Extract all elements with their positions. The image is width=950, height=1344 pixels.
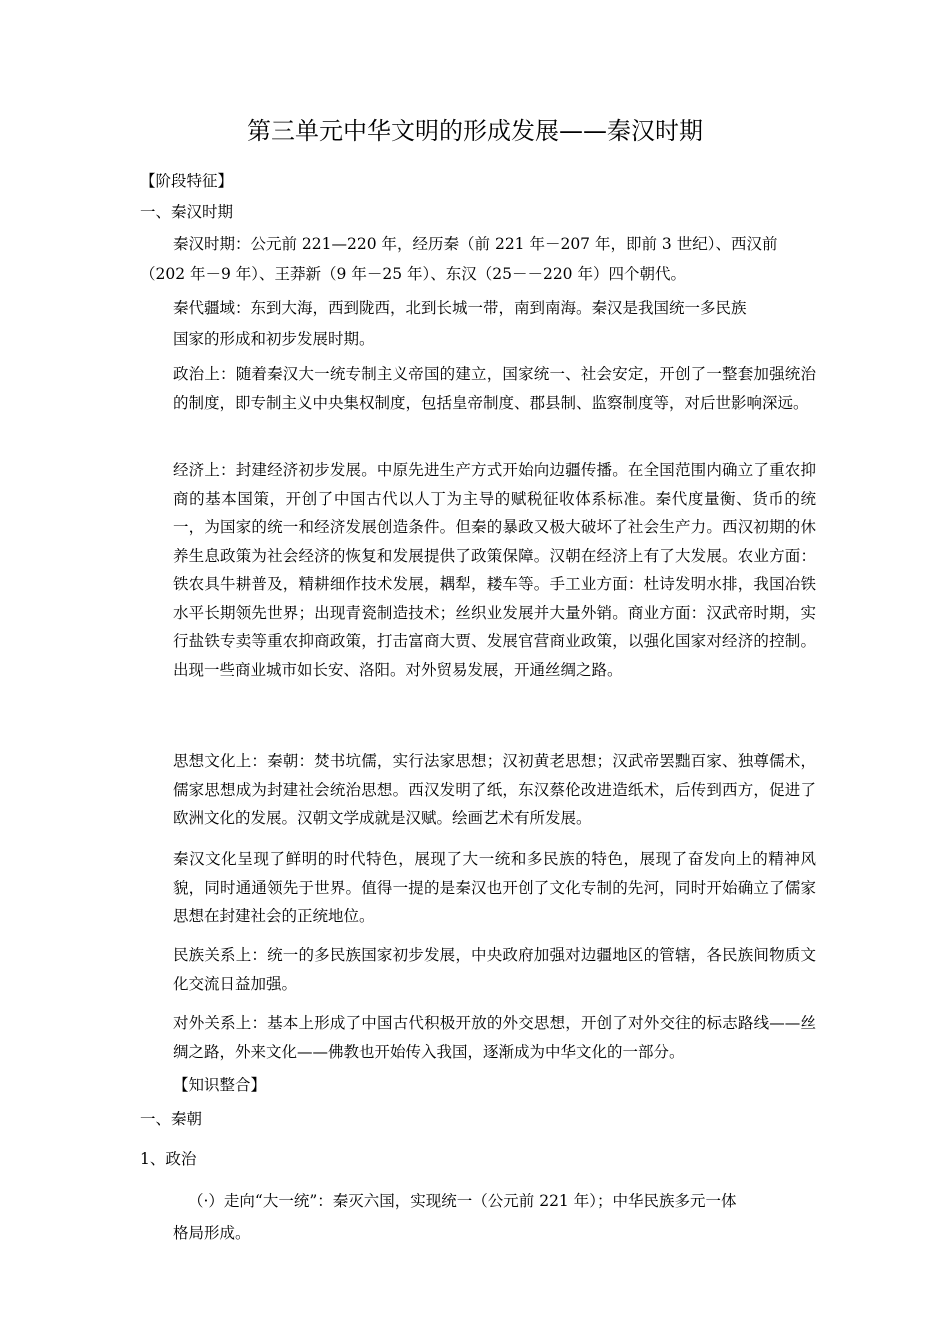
list-item-unification-line2: 格局形成。 [173,1224,251,1242]
page-title: 第三单元中华文明的形成发展——秦汉时期 [247,117,703,145]
section-stage-heading: 【阶段特征】 [140,172,234,190]
paragraph-politics [140,360,816,417]
paragraph-politics-text: 政治上：随着秦汉大一统专制主义帝国的建立，国家统一、社会安定，开创了一整套加强统治的制度，即专制主义中央集权制度，包括皇帝制度、郡县制、监察制度等，对后世影响深远。 [173,365,816,412]
heading-politics: 1、政治 [140,1150,197,1168]
paragraph-foreign-relations [140,1009,816,1066]
heading-qinhan-period: 一、秦汉时期 [140,203,234,221]
heading-qin-dynasty: 一、秦朝 [140,1110,203,1128]
paragraph-thought-culture [140,747,816,833]
paragraph-culture-features [140,845,816,931]
paragraph-territory-line2: 国家的形成和初步发展时期。 [173,330,375,348]
paragraph-thought-culture-text: 思想文化上：秦朝：焚书坑儒，实行法家思想；汉初黄老思想；汉武帝罢黜百家、独尊儒术，儒家思想成为封建社会统治思想。西汉发明了纸，东汉蔡伦改进造纸术，后传到西方，促进了欧洲文化的发展。汉朝文学成就是汉赋。绘画艺术有所发展。 [173,752,816,827]
paragraph-period-line1: 秦汉时期：公元前 221—220 年，经历秦（前 221 年－207 年，即前 3 世纪）、西汉前 [173,235,778,253]
paragraph-economy [140,456,816,684]
paragraph-foreign-relations-text: 对外关系上：基本上形成了中国古代积极开放的外交思想，开创了对外交往的标志路线——丝绸之路，外来文化——佛教也开始传入我国，逐渐成为中华文化的一部分。 [173,1014,816,1061]
paragraph-territory-line1: 秦代疆域：东到大海，西到陇西，北到长城一带，南到南海。秦汉是我国统一多民族 [173,299,747,317]
paragraph-ethnic-relations [140,941,816,998]
paragraph-culture-features-text: 秦汉文化呈现了鲜明的时代特色，展现了大一统和多民族的特色，展现了奋发向上的精神风貌，同时通通领先于世界。值得一提的是秦汉也开创了文化专制的先河，同时开始确立了儒家思想在封建社会的正统地位。 [173,850,816,925]
paragraph-economy-text: 经济上：封建经济初步发展。中原先进生产方式开始向边疆传播。在全国范围内确立了重农抑商的基本国策，开创了中国古代以人丁为主导的赋税征收体系标准。秦代度量衡、货币的统一，为国家的统一和经济发展创造条件。但秦的暴政又极大破坏了社会生产力。西汉初期的休养生息政策为社会经济的恢复和发展提供了政策保障。汉朝在经济上有了大发展。农业方面：铁农具牛耕普及，精耕细作技术发展，耦犁，耧车等。手工业方面：杜诗发明水排，我国冶铁水平长期领先世界；出现青瓷制造技术；丝织业发展并大量外销。商业方面：汉武帝时期，实行盐铁专卖等重农抑商政策，打击富商大贾、发展官营商业政策，以强化国家对经济的控制。出现一些商业城市如长安、洛阳。对外贸易发展，开通丝绸之路。 [173,461,816,679]
paragraph-period-line2: （202 年－9 年）、王莽新（9 年－25 年）、东汉（25－－220 年）四个朝代。 [140,265,686,283]
paragraph-ethnic-relations-text: 民族关系上：统一的多民族国家初步发展，中央政府加强对边疆地区的管辖，各民族间物质文化交流日益加强。 [173,946,816,993]
list-item-unification-line1: （·）走向“大一统”：秦灭六国，实现统一（公元前 221 年）；中华民族多元一体 [188,1192,737,1210]
section-knowledge-heading: 【知识整合】 [173,1076,267,1094]
